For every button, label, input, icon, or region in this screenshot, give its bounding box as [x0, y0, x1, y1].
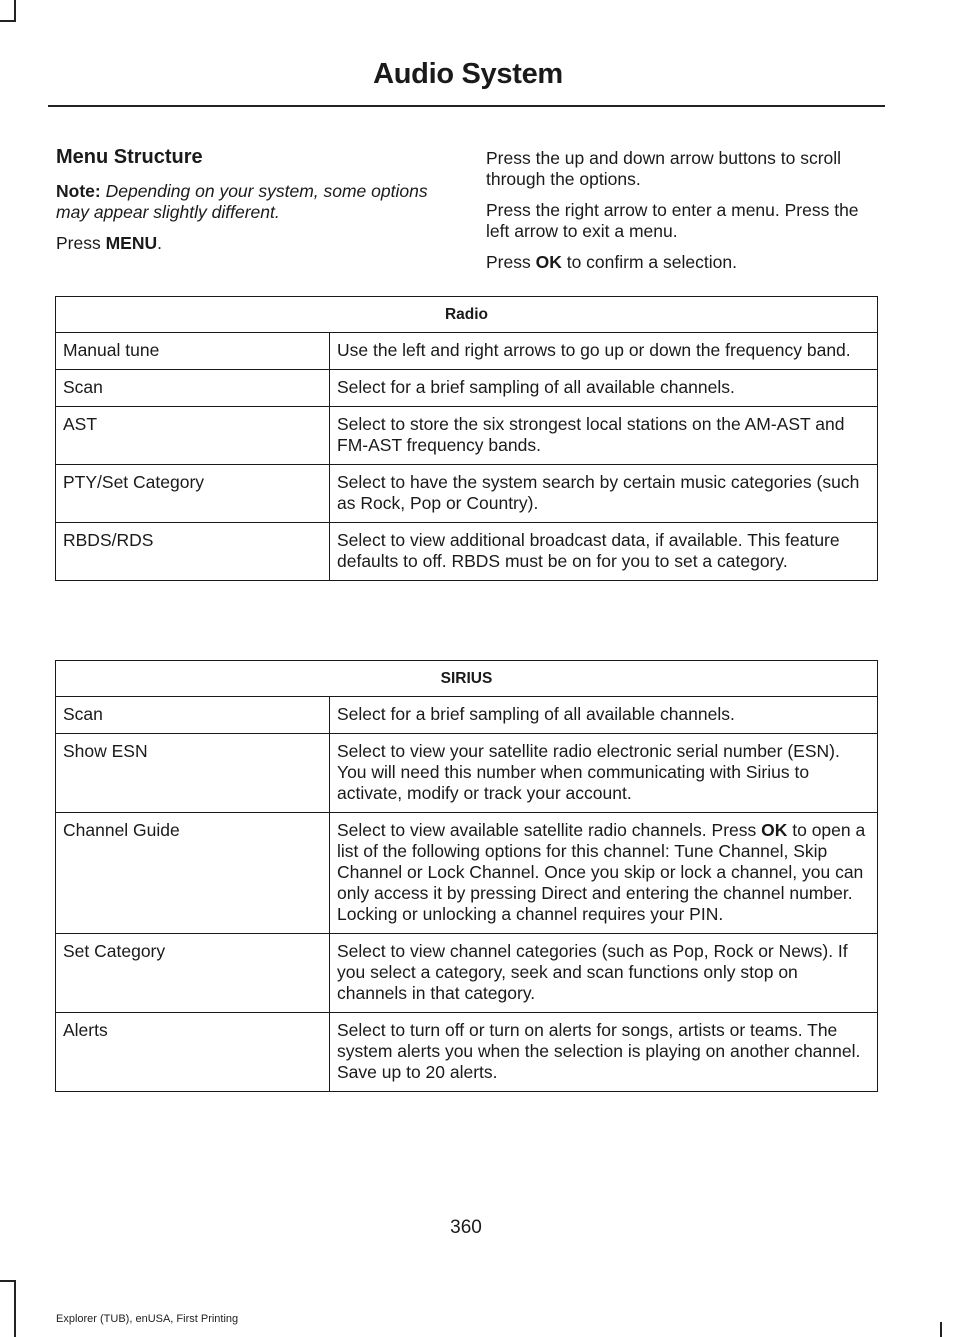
table-term: Scan	[56, 697, 330, 734]
note-text: Depending on your system, some options may appear slightly different.	[56, 181, 428, 222]
page-title: Audio System	[373, 58, 563, 90]
note-label: Note:	[56, 181, 101, 201]
radio-table-title: Radio	[56, 297, 878, 333]
table-row	[56, 813, 878, 934]
table-term: RBDS/RDS	[56, 523, 330, 581]
table-description: Select to turn off or turn on alerts for songs, artists or teams. The system alerts you when the selection is playing on another channel. Save up to 20 alerts.	[330, 1013, 878, 1092]
table-row	[56, 370, 878, 407]
crop-mark	[0, 1280, 16, 1282]
page-number: 360	[450, 1217, 482, 1238]
table-description	[330, 813, 878, 934]
note-paragraph	[56, 181, 436, 223]
sirius-table-title: SIRIUS	[56, 661, 878, 697]
crop-mark	[14, 1280, 16, 1337]
press-menu-suffix: .	[157, 233, 163, 253]
crop-mark	[0, 20, 16, 22]
table-description: Select to store the six strongest local stations on the AM-AST and FM-AST frequency bands.	[330, 407, 878, 465]
table-row	[56, 407, 878, 465]
table-row	[56, 934, 878, 1013]
menu-key-label: MENU	[105, 233, 158, 253]
table-description: Select to view channel categories (such as Pop, Rock or News). If you select a category, seek and scan functions only stop on channels in that category.	[330, 934, 878, 1013]
ok-key-label: OK	[535, 252, 562, 272]
desc-text-before: Select to view available satellite radio channels. Press	[337, 820, 762, 840]
table-term: AST	[56, 407, 330, 465]
ok-key-label: OK	[761, 820, 788, 840]
desc-text-after: to open a list of the following options for this channel: Tune Channel, Skip Channel or Lock Channel. Once you skip or lock a channel, you can only access it by pressing Direct and entering the channel number. Locking or unlocking a channel requires your PIN.	[337, 820, 866, 924]
sirius-table	[55, 660, 878, 1092]
press-ok-suffix: to confirm a selection.	[561, 252, 737, 272]
table-description: Select to have the system search by certain music categories (such as Rock, Pop or Country).	[330, 465, 878, 523]
table-term: PTY/Set Category	[56, 465, 330, 523]
table-row	[56, 1013, 878, 1092]
crop-mark	[940, 1322, 942, 1337]
radio-table	[55, 296, 878, 581]
press-menu-prefix: Press	[56, 233, 106, 253]
intro-right-column	[486, 148, 886, 283]
table-description: Select to view your satellite radio electronic serial number (ESN). You will need this number when communicating with Sirius to activate, modify or track your account.	[330, 734, 878, 813]
table-description: Select for a brief sampling of all available channels.	[330, 370, 878, 407]
scroll-paragraph: Press the up and down arrow buttons to scroll through the options.	[486, 148, 842, 189]
section-heading: Menu Structure	[56, 146, 203, 168]
publication-info: Explorer (TUB), enUSA, First Printing	[56, 1313, 239, 1325]
table-term: Alerts	[56, 1013, 330, 1092]
table-description: Use the left and right arrows to go up or down the frequency band.	[330, 333, 878, 370]
table-row	[56, 734, 878, 813]
enter-exit-paragraph: Press the right arrow to enter a menu. Press the left arrow to exit a menu.	[486, 200, 859, 241]
press-ok-prefix: Press	[486, 252, 536, 272]
table-description: Select to view additional broadcast data, if available. This feature defaults to off. RBDS must be on for you to set a category.	[330, 523, 878, 581]
table-term: Scan	[56, 370, 330, 407]
table-row	[56, 333, 878, 370]
press-ok-paragraph	[486, 252, 886, 273]
table-term: Manual tune	[56, 333, 330, 370]
table-term: Show ESN	[56, 734, 330, 813]
table-term: Channel Guide	[56, 813, 330, 934]
crop-mark	[14, 0, 16, 22]
table-description: Select for a brief sampling of all available channels.	[330, 697, 878, 734]
table-row	[56, 465, 878, 523]
table-row	[56, 523, 878, 581]
table-term: Set Category	[56, 934, 330, 1013]
press-menu-paragraph	[56, 233, 436, 254]
table-header-row	[56, 297, 878, 333]
header-divider	[48, 105, 885, 107]
table-row	[56, 697, 878, 734]
table-header-row	[56, 661, 878, 697]
intro-left-column	[56, 146, 436, 264]
